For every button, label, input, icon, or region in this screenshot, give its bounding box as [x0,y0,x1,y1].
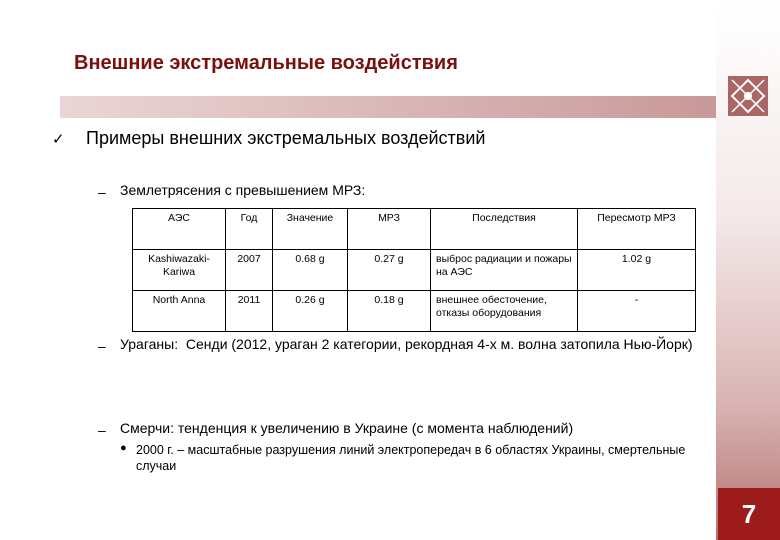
ornament-logo-icon [728,76,768,116]
cell-year: 2011 [226,291,273,332]
cell-mrz-revision: 1.02 g [578,250,696,291]
cell-year: 2007 [226,250,273,291]
col-header-npp: АЭС [133,209,226,250]
table-header-row [133,209,696,250]
cell-mrz-revision: - [578,291,696,332]
col-header-year: Год [226,209,273,250]
slide-title: Внешние экстремальные воздействия [74,52,458,74]
dash-marker: – [98,184,106,200]
check-mark-icon: ✓ [52,131,65,148]
dash-marker: – [98,422,106,438]
cell-npp: North Anna [133,291,226,332]
dash-marker: – [98,338,106,354]
table-row [133,291,696,332]
col-header-consequences: Последствия [431,209,578,250]
tornado-detail: 2000 г. – масштабные разрушения линий электропередач в 6 областях Украины, смертельные случаи [136,443,686,473]
earthquakes-item: Землетрясения с превышением МРЗ: [120,182,366,198]
col-header-mrz-revision: Пересмотр МРЗ [578,209,696,250]
earthquake-table [132,208,696,332]
cell-consequences: выброс радиации и пожары на АЭС [431,250,578,291]
cell-consequences: внешнее обесточение, отказы оборудования [431,291,578,332]
table-row [133,250,696,291]
cell-value: 0.68 g [273,250,348,291]
col-header-value: Значение [273,209,348,250]
page-number: 7 [718,488,780,540]
section-heading: Примеры внешних экстремальных воздействий [86,128,486,148]
hurricanes-label: Ураганы: [120,336,179,352]
col-header-mrz: МРЗ [348,209,431,250]
cell-value: 0.26 g [273,291,348,332]
title-underline-bar [60,96,716,118]
tornado-item: Смерчи: тенденция к увеличению в Украине (с момента наблюдений) [120,420,574,436]
cell-mrz: 0.18 g [348,291,431,332]
cell-npp: Kashiwazaki-Kariwa [133,250,226,291]
hurricanes-item [120,336,706,353]
hurricanes-text: Сенди (2012, ураган 2 категории, рекордная 4-х м. волна затопила Нью-Йорк) [185,336,693,352]
cell-mrz: 0.27 g [348,250,431,291]
bullet-icon: ● [120,442,127,454]
